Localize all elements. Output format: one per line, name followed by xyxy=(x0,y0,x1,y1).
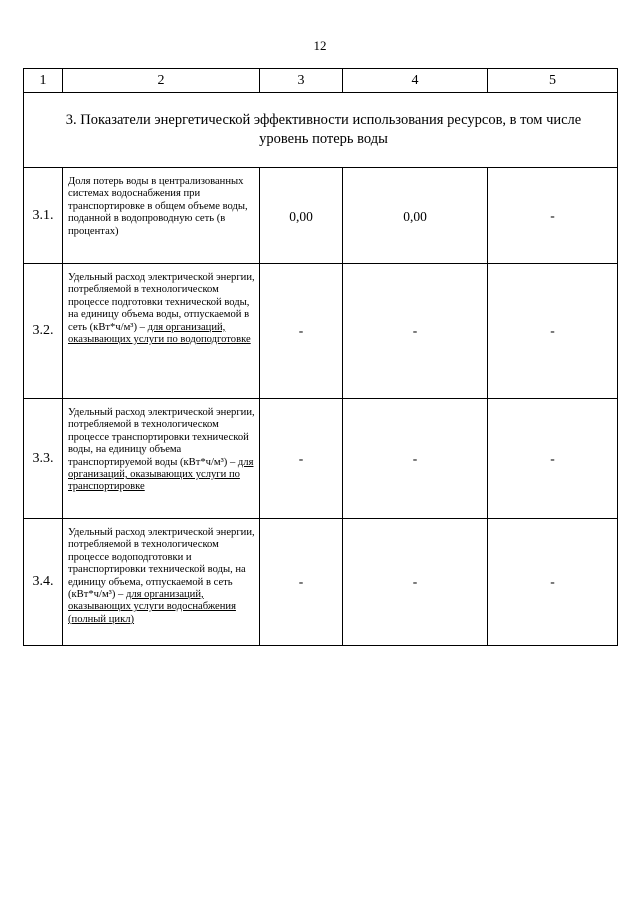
table-row xyxy=(24,519,618,646)
row-value-col5: - xyxy=(488,399,618,519)
row-value-col3: - xyxy=(260,519,343,646)
row-description-underlined: для организаций, оказывающих услуги водоснабжения (полный цикл) xyxy=(68,589,236,625)
row-value-col4: - xyxy=(343,264,488,399)
row-description-text: Удельный расход электрической энергии, потребляемой в технологическом процессе подготовки технической воды, на единицу объема воды, отпускаемой в сеть (кВт*ч/м³) – xyxy=(68,272,255,333)
row-description xyxy=(63,168,260,264)
table-row xyxy=(24,264,618,399)
row-description-underlined: для организаций, оказывающих услуги по водоподготовке xyxy=(68,321,251,346)
row-value-col3 xyxy=(260,168,343,264)
row-value-col5: - xyxy=(488,168,618,264)
row-value-col4-text: 0,00 xyxy=(403,209,427,224)
row-value-col4: - xyxy=(343,519,488,646)
header-cell-5: 5 xyxy=(488,69,618,93)
page-number: 12 xyxy=(313,38,327,53)
row-number: 3.4. xyxy=(24,519,63,646)
section-row xyxy=(24,93,618,168)
row-description xyxy=(63,399,260,519)
header-cell-4: 4 xyxy=(343,69,488,93)
row-description-text: Удельный расход электрической энергии, потребляемой в технологическом процессе транспортировки технической воды, на единицу объема транспортируемой воды (кВт*ч/м³) – xyxy=(68,407,255,468)
row-value-col3: - xyxy=(260,399,343,519)
row-value-col4 xyxy=(343,168,488,264)
row-value-col4: - xyxy=(343,399,488,519)
header-row xyxy=(24,69,618,93)
header-cell-3: 3 xyxy=(260,69,343,93)
row-value-col5: - xyxy=(488,264,618,399)
row-number: 3.3. xyxy=(24,399,63,519)
table-row xyxy=(24,399,618,519)
row-description-text: Удельный расход электрической энергии, потребляемой в технологическом процессе водоподготовки и транспортировки технической воды, на единицу объема, отпускаемой в сеть (кВт*ч/м³) – xyxy=(68,527,255,601)
header-cell-1: 1 xyxy=(24,69,63,93)
header-cell-2: 2 xyxy=(63,69,260,93)
row-description xyxy=(63,264,260,399)
section-title-cell xyxy=(24,93,618,168)
section-title: 3. Показатели энергетической эффективности использования ресурсов, в том числе уровень потерь воды xyxy=(65,112,582,147)
row-description-text: Доля потерь воды в централизованных системах водоснабжения при транспортировке в общем объеме воды, поданной в водопроводную сеть (в процентах) xyxy=(68,176,248,237)
table-row xyxy=(24,168,618,264)
row-value-col3: - xyxy=(260,264,343,399)
row-value-col3-text: 0,00 xyxy=(289,209,313,224)
row-number: 3.2. xyxy=(24,264,63,399)
row-number: 3.1. xyxy=(24,168,63,264)
indicators-table xyxy=(23,68,618,646)
row-value-col5: - xyxy=(488,519,618,646)
row-description xyxy=(63,519,260,646)
row-description-underlined: для организаций, оказывающих услуги по транспортировке xyxy=(68,456,254,493)
